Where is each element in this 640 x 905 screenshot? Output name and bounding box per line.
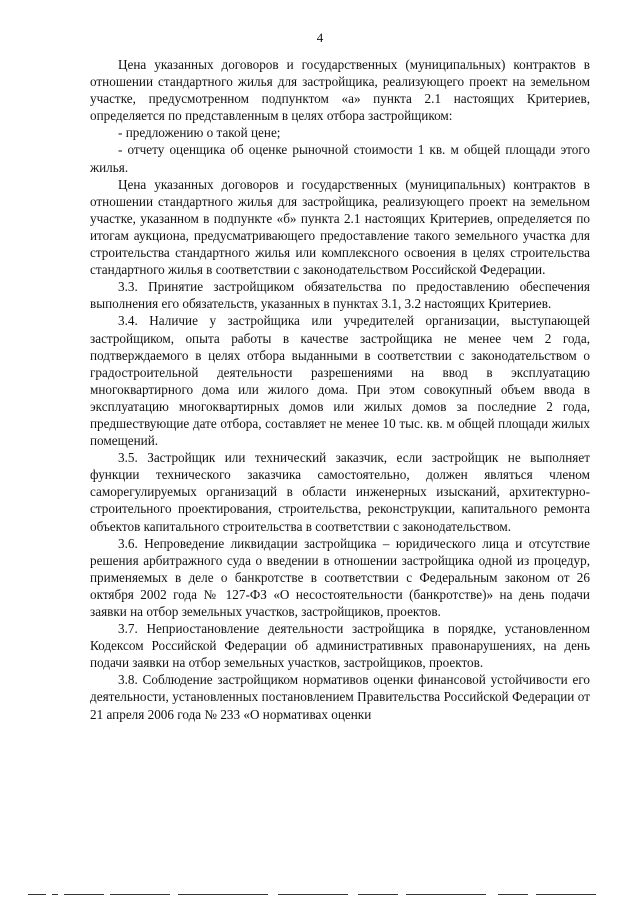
list-item-price-proposal: - предложению о такой цене; [118,125,281,141]
scan-artifact-line [28,894,618,897]
document-body [90,56,590,723]
paragraph-3-5: 3.5. Застройщик или технический заказчик, если застройщик не выполняет функции технического заказчика самостоятельно, должен являться членом саморегулируемых организаций в области инженерных изысканий, архитектурно-строительного проектирования, строительства, реконструкции, капитального ремонта объектов капитального строительства в соответствии с законодательством. [90,450,590,534]
paragraph-3-7: 3.7. Неприостановление деятельности застройщика в порядке, установленном Кодексом Российской Федерации об административных правонарушениях, на день подачи заявки на отбор земельных участков, застройщиков, проектов. [90,621,590,671]
paragraph-3-6: 3.6. Непроведение ликвидации застройщика – юридического лица и отсутствие решения арбитражного суда о введении в отношении застройщика одной из процедур, применяемых в деле о банкротстве в соответствии с Федеральным законом от 26 октября 2002 года № 127-ФЗ «О несостоятельности (банкротстве)» на день подачи заявки на отбор земельных участков, застройщиков, проектов. [90,535,590,619]
paragraph-price-subpoint-a: Цена указанных договоров и государственных (муниципальных) контрактов в отношении стандартного жилья для застройщика, реализующего проект на земельном участке, предусмотренном подпунктом «а» пункта 2.1 настоящих Критериев, определяется по представленным в целях отбора застройщиком: [90,57,590,124]
paragraph-3-4: 3.4. Наличие у застройщика или учредителей организации, выступающей застройщиком, опыта работы в качестве застройщика не менее чем 2 года, подтверждаемого в целях отбора выданными в соответствии с законодательством о градостроительной деятельности разрешениями на ввод в эксплуатацию многоквартирного дома или жилого дома. При этом совокупный объем ввода в эксплуатацию многоквартирных домов или жилых домов за последние 2 года, предшествующие дате отбора, составляет не менее 10 тыс. кв. м общей площади жилых помещений. [90,313,590,449]
page-number: 4 [316,30,324,45]
paragraph-3-3: 3.3. Принятие застройщиком обязательства по предоставлению обеспечения выполнения его обязательств, указанных в пунктах 3.1, 3.2 настоящих Критериев. [90,279,590,312]
paragraph-3-8: 3.8. Соблюдение застройщиком нормативов оценки финансовой устойчивости его деятельности, установленных постановлением Правительства Российской Федерации от 21 апреля 2006 года № 233 «О нормативах оценки [90,672,590,722]
paragraph-price-subpoint-b: Цена указанных договоров и государственных (муниципальных) контрактов в отношении стандартного жилья для застройщика, реализующего проект на земельном участке, указанном в подпункте «б» пункта 2.1 настоящих Критериев, определяется по итогам аукциона, предусматривающего предоставление такого земельного участка для строительства стандартного жилья или комплексного освоения в целях строительства стандартного жилья в соответствии с законодательством Российской Федерации. [90,176,590,278]
list-item-appraiser-report: - отчету оценщика об оценке рыночной стоимости 1 кв. м общей площади этого жилья. [90,142,590,175]
